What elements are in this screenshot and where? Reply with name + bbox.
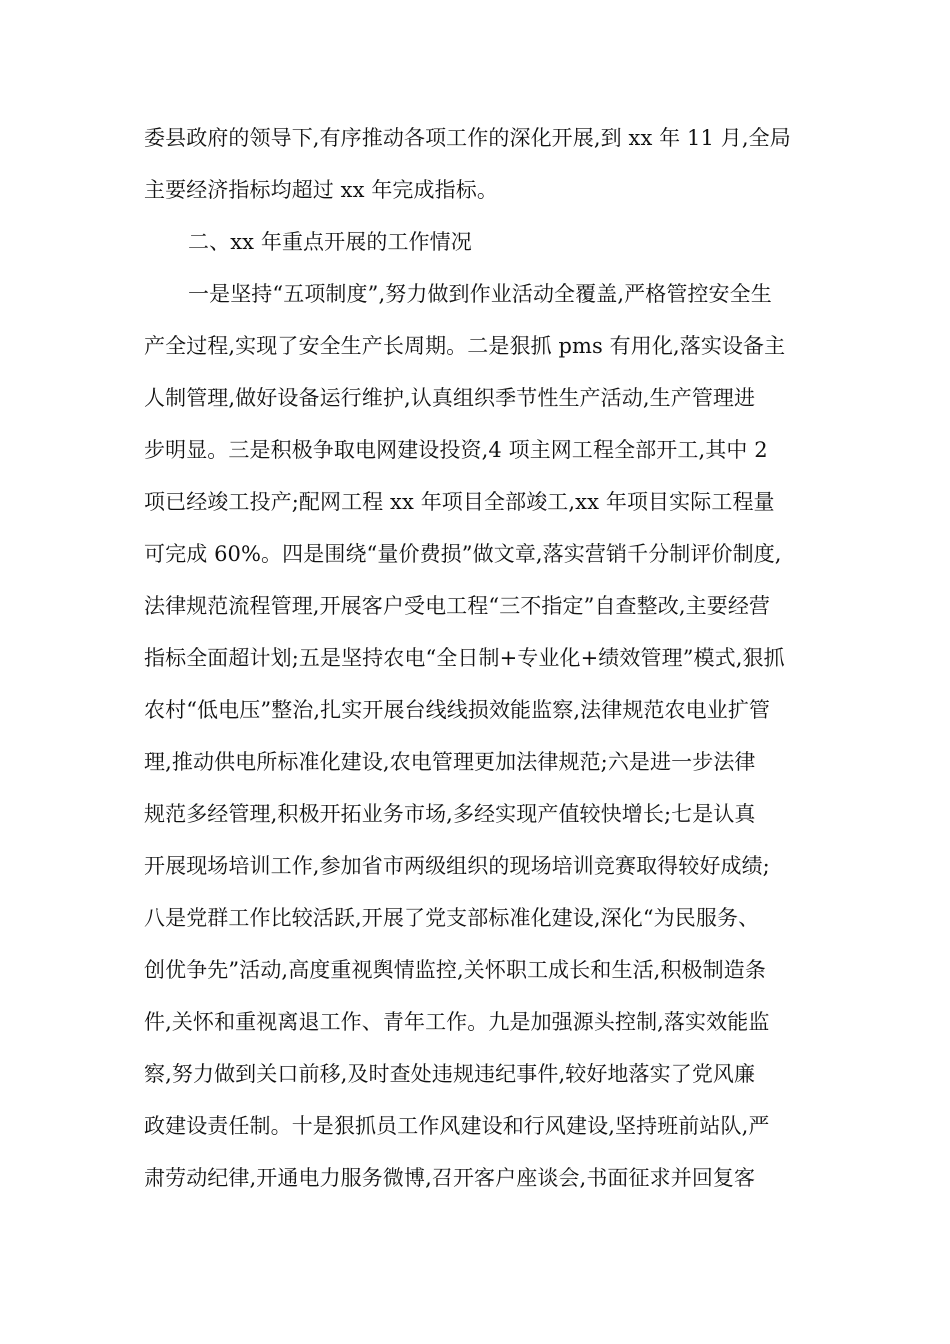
text-line: 政建设责任制。十是狠抓员工作风建设和行风建设,坚持班前站队,严 <box>144 1114 770 1138</box>
text-line: 步明显。三是积极争取电网建设投资,4 项主网工程全部开工,其中 2 <box>144 438 768 462</box>
text-line: 一是坚持“五项制度”,努力做到作业活动全覆盖,严格管控安全生 <box>188 282 772 306</box>
text-line: 人制管理,做好设备运行维护,认真组织季节性生产活动,生产管理进 <box>144 386 756 410</box>
text-line: 指标全面超计划;五是坚持农电“全日制+专业化+绩效管理”模式,狠抓 <box>144 646 785 670</box>
text-line: 规范多经管理,积极开拓业务市场,多经实现产值较快增长;七是认真 <box>144 802 756 826</box>
section-heading: 二、xx 年重点开展的工作情况 <box>188 230 472 254</box>
text-line: 开展现场培训工作,参加省市两级组织的现场培训竞赛取得较好成绩; <box>144 854 770 878</box>
text-line: 委县政府的领导下,有序推动各项工作的深化开展,到 xx 年 11 月,全局 <box>144 126 791 150</box>
text-line: 产全过程,实现了安全生产长周期。二是狠抓 pms 有用化,落实设备主 <box>144 334 786 358</box>
text-line: 八是党群工作比较活跃,开展了党支部标准化建设,深化“为民服务、 <box>144 906 760 930</box>
text-line: 察,努力做到关口前移,及时查处违规违纪事件,较好地落实了党风廉 <box>144 1062 756 1086</box>
text-line: 创优争先”活动,高度重视舆情监控,关怀职工成长和生活,积极制造条 <box>144 958 766 982</box>
text-line: 件,关怀和重视离退工作、青年工作。九是加强源头控制,落实效能监 <box>144 1010 770 1034</box>
text-line: 项已经竣工投产;配网工程 xx 年项目全部竣工,xx 年项目实际工程量 <box>144 490 775 514</box>
text-line: 肃劳动纪律,开通电力服务微博,召开客户座谈会,书面征求并回复客 <box>144 1166 756 1190</box>
text-line: 主要经济指标均超过 xx 年完成指标。 <box>144 178 498 202</box>
text-line: 法律规范流程管理,开展客户受电工程“三不指定”自查整改,主要经营 <box>144 594 771 618</box>
text-line: 农村“低电压”整治,扎实开展台线线损效能监察,法律规范农电业扩管 <box>144 698 771 722</box>
text-line: 理,推动供电所标准化建设,农电管理更加法律规范;六是进一步法律 <box>144 750 756 774</box>
text-line: 可完成 60%。四是围绕“量价费损”做文章,落实营销千分制评价制度, <box>144 542 782 566</box>
